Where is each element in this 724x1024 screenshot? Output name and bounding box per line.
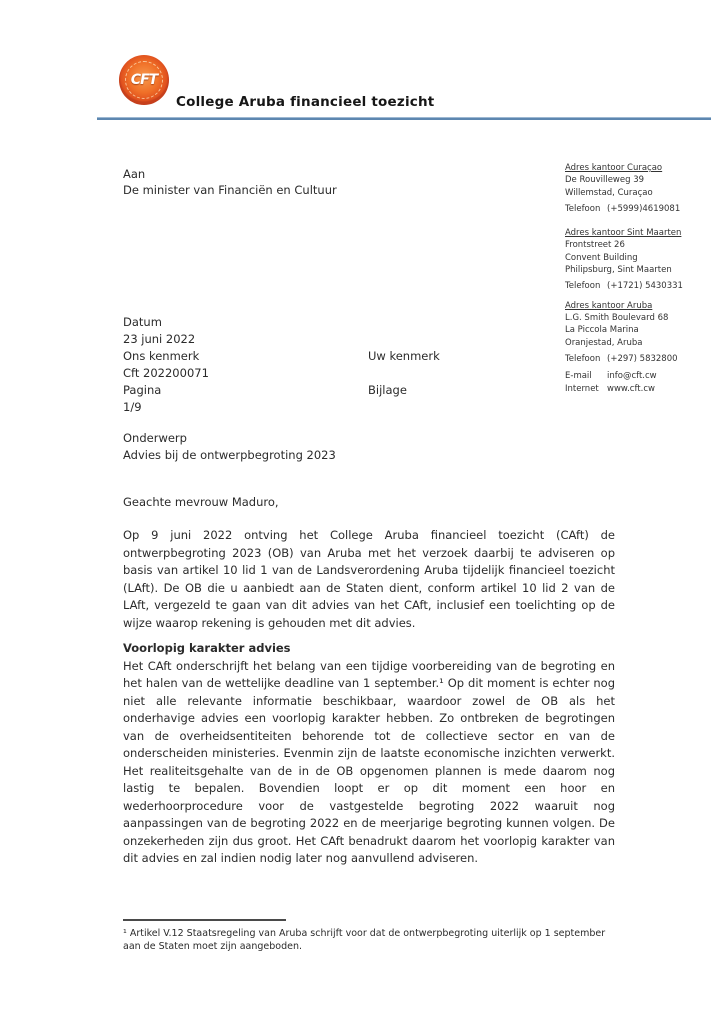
footnote-text: ¹ Artikel V.12 Staatsregeling van Aruba schrijft voor dat de ontwerpbegroting uiterlijk op 1 september aan de Staten moet zijn aangeboden. (123, 928, 606, 952)
phone-number: (+297) 5832800 (607, 353, 678, 364)
salutation: Geachte mevrouw Maduro, (123, 495, 279, 509)
paragraph-intro: Op 9 juni 2022 ontving het College Aruba financieel toezicht (CAft) de ontwerpbegroting 2023 (OB) van Aruba met het verzoek daarbij te adviseren op basis van artikel 10 lid 1 van de Landsverordening Aruba tijdelijk financieel toezicht (LAft). De OB die u aanbiedt aan de Staten dient, conform artikel 10 lid 2 van de LAft, vergezeld te gaan van dit advies van het CAft, inclusief een toelichting op de wijze waarop rekening is gehouden met dit advies. (123, 528, 615, 630)
office-curacao-street: De Rouvilleweg 39 (565, 175, 645, 186)
logo-text: CFT (130, 72, 158, 88)
recipient-block (123, 166, 615, 198)
internet-row (565, 383, 697, 395)
recipient-label: Aan (123, 167, 146, 181)
phone-label: Telefoon (565, 203, 601, 214)
office-sint-maarten-building: Convent Building (565, 252, 638, 263)
subject-block (123, 430, 615, 464)
office-sint-maarten (565, 227, 697, 292)
office-curacao-phone-row (565, 203, 697, 215)
office-sint-maarten-heading: Adres kantoor Sint Maarten (565, 228, 682, 239)
office-curacao-heading: Adres kantoor Curaçao (565, 163, 663, 173)
online-contact-block (565, 370, 697, 396)
footnote-divider (123, 919, 286, 921)
email-address: info@cft.cw (607, 371, 657, 382)
email-label: E-mail (565, 371, 592, 382)
contact-column (565, 162, 697, 396)
footnote-block (123, 919, 623, 953)
office-aruba-city: Oranjestad, Aruba (565, 337, 643, 348)
office-aruba (565, 300, 697, 365)
pagina-value: 1/9 (123, 400, 142, 414)
meta-row-pagina-labels (123, 382, 615, 399)
meta-row-datum-value (123, 331, 615, 348)
website-address: www.cft.cw (607, 384, 655, 395)
datum-label: Datum (123, 315, 162, 329)
uw-kenmerk-label: Uw kenmerk (368, 349, 440, 363)
meta-row-kenmerk-labels (123, 348, 615, 365)
subject-label: Onderwerp (123, 431, 187, 445)
bijlage-label: Bijlage (368, 383, 407, 397)
office-curacao (565, 162, 697, 215)
datum-value: 23 juni 2022 (123, 332, 196, 346)
phone-number: (+5999)4619081 (607, 203, 681, 214)
ons-kenmerk-label: Ons kenmerk (123, 349, 200, 363)
organization-name: College Aruba financieel toezicht (176, 94, 435, 110)
office-curacao-city: Willemstad, Curaçao (565, 187, 653, 198)
office-aruba-heading: Adres kantoor Aruba (565, 300, 653, 311)
subject-value: Advies bij de ontwerpbegroting 2023 (123, 448, 336, 462)
meta-block (123, 314, 615, 416)
email-row (565, 370, 697, 382)
phone-number: (+1721) 5430331 (607, 281, 683, 292)
office-aruba-marina: La Piccola Marina (565, 325, 639, 336)
office-aruba-street: L.G. Smith Boulevard 68 (565, 312, 669, 323)
cft-seal-logo-icon (119, 55, 169, 105)
internet-label: Internet (565, 384, 599, 395)
office-sint-maarten-phone-row (565, 280, 697, 292)
header-divider (97, 117, 711, 120)
ons-kenmerk-value: Cft 202200071 (123, 366, 209, 380)
office-sint-maarten-city: Philipsburg, Sint Maarten (565, 265, 672, 276)
meta-row-datum-label (123, 314, 615, 331)
section-body: Het CAft onderschrijft het belang van een tijdige voorbereiding van de begroting en het halen van de wettelijke deadline van 1 september.¹ Op dit moment is echter nog niet alle relevante informatie beschikbaar, waardoor zowel de OB als het onderhavige advies een voorlopig karakter hebben. Zo ontbreken de begrotingen van de overheidsentiteiten behorende tot de collectieve sector en van de onderscheiden ministeries. Evenmin zijn de laatste economische inzichten verwerkt. Het realiteitsgehalte van de in de OB opgenomen plannen is mede daarom nog lastig te bepalen. Bovendien loopt er op dit moment een hoor en wederhoorprocedure voor de vastgestelde begroting 2022 waaruit nog aanpassingen van de begroting 2022 en de meerjarige begroting kunnen volgen. De onzekerheden zijn dus groot. Het CAft benadrukt daarom het voorlopig karakter van dit advies en zal indien nodig later nog aanvullend adviseren. (123, 658, 615, 865)
recipient-name: De minister van Financiën en Cultuur (123, 183, 337, 197)
office-sint-maarten-street: Frontstreet 26 (565, 240, 625, 251)
phone-label: Telefoon (565, 281, 601, 292)
letter-body (123, 166, 615, 868)
pagina-label: Pagina (123, 383, 162, 397)
phone-label: Telefoon (565, 353, 601, 364)
section-heading: Voorlopig karakter advies (123, 641, 291, 655)
office-aruba-phone-row (565, 353, 697, 365)
meta-row-pagina-value (123, 399, 615, 416)
meta-row-kenmerk-value (123, 365, 615, 382)
